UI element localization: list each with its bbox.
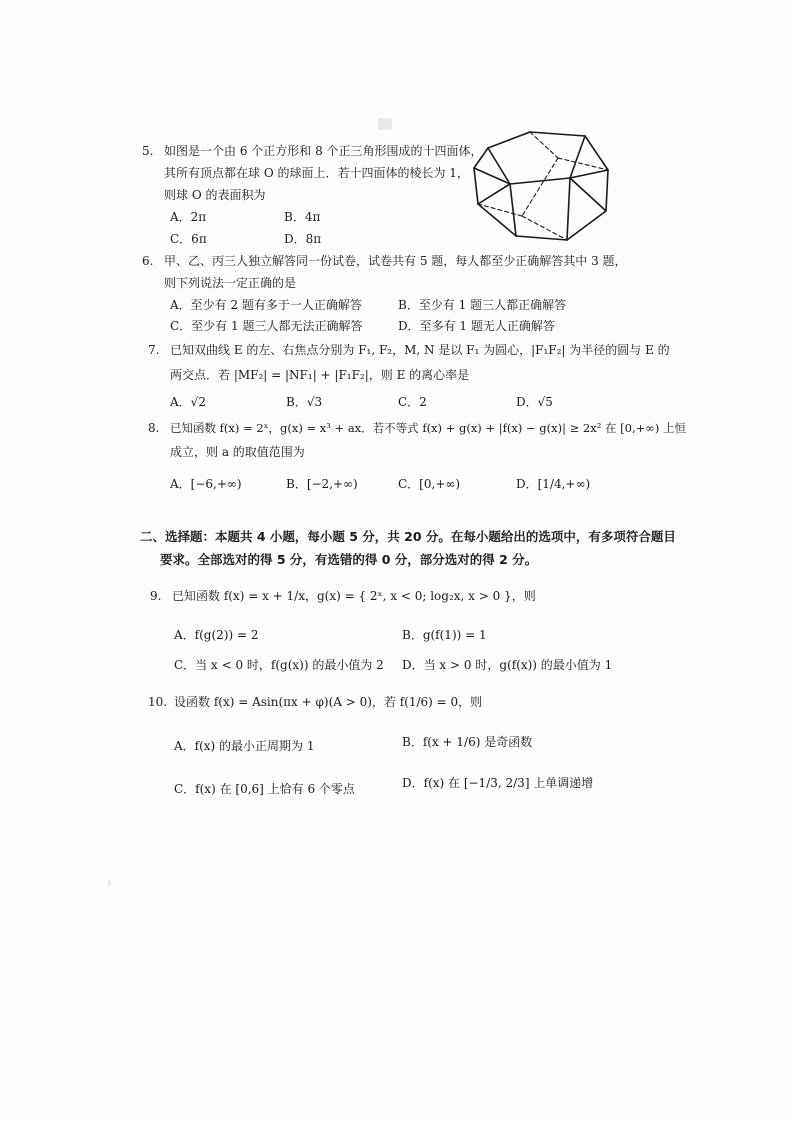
q8-stem-line1: 已知函数 f(x) = 2ˣ，g(x) = x³ + ax．若不等式 f(x) + g(x) + |f(x) − g(x)| ≥ 2x² 在 [0,+∞) 上恒 xyxy=(170,421,686,435)
q9-option-b: B．g(f(1)) = 1 xyxy=(402,628,487,642)
q8-option-c: C．[0,+∞) xyxy=(398,477,461,491)
q9-stem: 已知函数 f(x) = x + 1/x，g(x) = { 2ˣ, x < 0; log₂x, x > 0 }，则 xyxy=(172,589,536,603)
q5-stem-line2: 其所有顶点都在球 O 的球面上．若十四面体的棱长为 1， xyxy=(164,166,469,180)
q10-option-b: B．f(x + 1/6) 是奇函数 xyxy=(402,735,533,749)
section2-heading-line2: 要求。全部选对的得 5 分，有选错的得 0 分，部分选对的得 2 分。 xyxy=(160,552,538,567)
q10-stem: 设函数 f(x) = Asin(πx + φ)(A > 0)，若 f(1/6) = 0，则 xyxy=(174,695,483,709)
q5-stem-line1: 如图是一个由 6 个正方形和 8 个正三角形围成的十四面体， xyxy=(164,144,483,158)
q10-number: 10. xyxy=(148,695,168,709)
q9-option-c: C．当 x < 0 时，f(g(x)) 的最小值为 2 xyxy=(174,658,384,672)
q5-option-c: C．6π xyxy=(170,232,207,246)
q6-number: 6. xyxy=(142,254,154,268)
q7-number: 7. xyxy=(148,343,160,357)
scan-speck xyxy=(378,118,392,130)
q6-option-d: D．至多有 1 题无人正确解答 xyxy=(398,319,555,333)
q6-option-b: B．至少有 1 题三人都正确解答 xyxy=(398,298,567,312)
q5-number: 5. xyxy=(142,144,154,158)
q7-stem-line2: 两交点．若 |MF₂| = |NF₁| + |F₁F₂|，则 E 的离心率是 xyxy=(170,368,470,382)
q10-option-a: A．f(x) 的最小正周期为 1 xyxy=(174,739,315,753)
q8-number: 8. xyxy=(148,421,160,435)
q5-option-d: D．8π xyxy=(284,232,322,246)
q5-option-b: B．4π xyxy=(284,210,321,224)
q6-option-a: A．至少有 2 题有多于一人正确解答 xyxy=(170,298,362,312)
q5-stem-line3: 则球 O 的表面积为 xyxy=(164,188,266,202)
q9-option-a: A．f(g(2)) = 2 xyxy=(174,628,259,642)
q8-option-d: D．[1/4,+∞) xyxy=(516,477,591,491)
q8-option-a: A．[−6,+∞) xyxy=(170,477,242,491)
q8-option-b: B．[−2,+∞) xyxy=(286,477,358,491)
q6-stem-line1: 甲、乙、丙三人独立解答同一份试卷，试卷共有 5 题，每人都至少正确解答其中 3 题， xyxy=(164,254,627,268)
q8-stem-line2: 成立，则 a 的取值范围为 xyxy=(170,445,305,459)
scan-speck xyxy=(108,880,111,886)
section2-heading-line1: 二、选择题：本题共 4 小题，每小题 5 分，共 20 分。在每小题给出的选项中，有多项符合题目 xyxy=(140,529,676,544)
q7-stem-line1: 已知双曲线 E 的左、右焦点分别为 F₁, F₂，M, N 是以 F₁ 为圆心，|F₁F₂| 为半径的圆与 E 的 xyxy=(170,343,670,357)
cuboctahedron-figure xyxy=(470,128,615,246)
q10-option-c: C．f(x) 在 [0,6] 上恰有 6 个零点 xyxy=(174,782,355,796)
q7-option-b: B．√3 xyxy=(286,395,323,409)
q7-option-a: A．√2 xyxy=(170,395,206,409)
q5-option-a: A．2π xyxy=(170,210,207,224)
q6-option-c: C．至少有 1 题三人都无法正确解答 xyxy=(170,319,363,333)
q9-number: 9. xyxy=(150,589,162,603)
q9-option-d: D．当 x > 0 时，g(f(x)) 的最小值为 1 xyxy=(402,658,613,672)
q7-option-c: C．2 xyxy=(398,395,427,409)
q10-option-d: D．f(x) 在 [−1/3, 2/3] 上单调递增 xyxy=(402,776,594,790)
q6-stem-line2: 则下列说法一定正确的是 xyxy=(164,276,297,290)
q7-option-d: D．√5 xyxy=(516,395,553,409)
